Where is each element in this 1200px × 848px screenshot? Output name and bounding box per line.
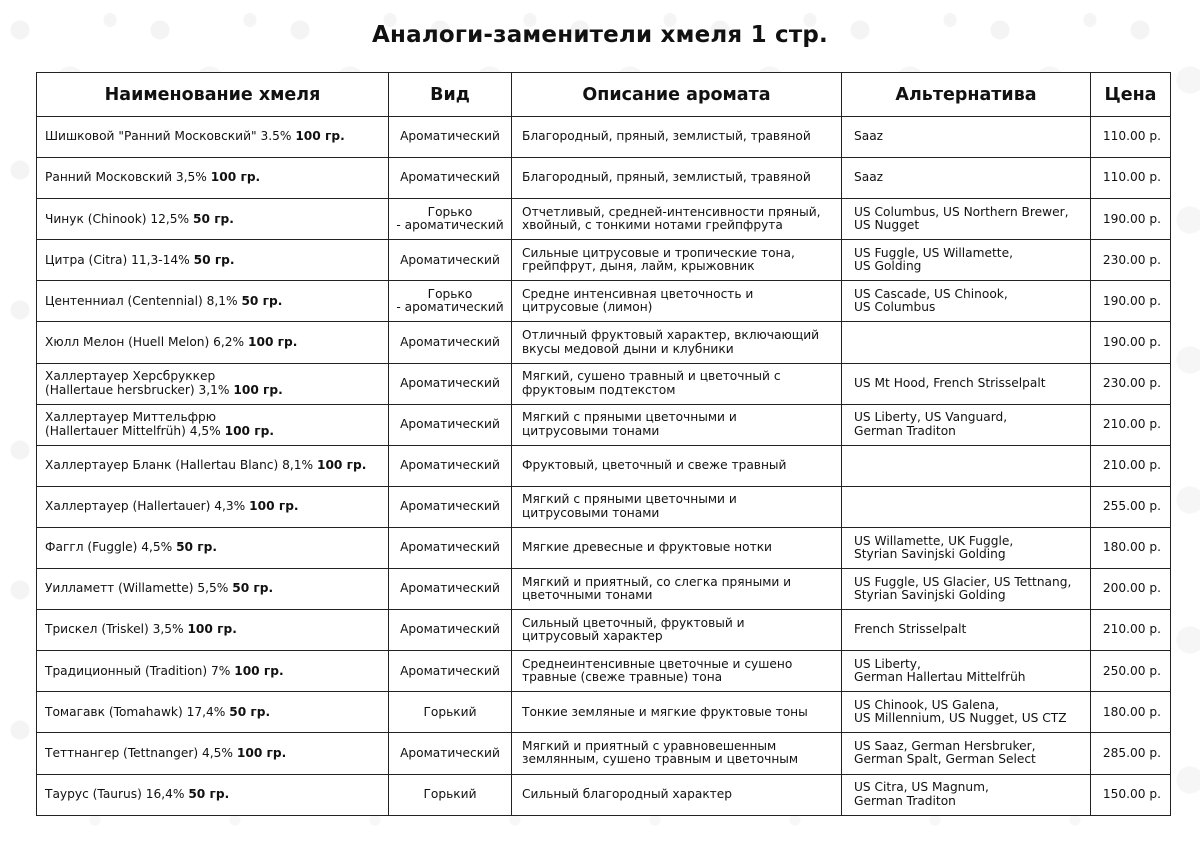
hop-alternative: US Cascade, US Chinook, US Columbus <box>842 281 1091 322</box>
hop-name-cell <box>37 404 389 445</box>
hop-type: Ароматический <box>389 733 512 774</box>
hop-price: 210.00 р. <box>1091 404 1171 445</box>
hop-price: 210.00 р. <box>1091 445 1171 486</box>
hop-name-cell <box>37 651 389 692</box>
hop-price: 110.00 р. <box>1091 158 1171 199</box>
header-aroma: Описание аромата <box>512 73 842 117</box>
hop-weight: 100 гр. <box>224 423 274 438</box>
table-row <box>37 117 1171 158</box>
hop-price: 210.00 р. <box>1091 610 1171 651</box>
hop-name-cell <box>37 610 389 651</box>
hop-price: 200.00 р. <box>1091 569 1171 610</box>
hop-alternative: US Mt Hood, French Strisselpalt <box>842 363 1091 404</box>
hop-weight: 50 гр. <box>192 211 234 226</box>
hop-type: Горький <box>389 692 512 733</box>
hop-alternative: French Strisselpalt <box>842 610 1091 651</box>
hop-name: Уилламетт (Willamette) 5,5% <box>45 581 229 596</box>
hop-type: Ароматический <box>389 158 512 199</box>
hop-weight: 100 гр. <box>187 622 237 637</box>
hop-aroma: Среднеинтенсивные цветочные и сушено травные (свеже травные) тона <box>512 651 842 692</box>
header-price: Цена <box>1091 73 1171 117</box>
hop-weight: 50 гр. <box>232 581 274 596</box>
table-row <box>37 281 1171 322</box>
hop-alternative <box>842 322 1091 363</box>
hop-weight: 50 гр. <box>241 293 283 308</box>
hop-weight: 50 гр. <box>176 540 218 555</box>
hop-name-cell <box>37 486 389 527</box>
hop-weight: 100 гр. <box>248 334 298 349</box>
table-row <box>37 733 1171 774</box>
hop-weight: 50 гр. <box>229 704 271 719</box>
table-row <box>37 445 1171 486</box>
table-row <box>37 651 1171 692</box>
hop-name: Цитра (Citra) 11,3-14% <box>45 252 190 267</box>
hop-name-cell <box>37 158 389 199</box>
hop-aroma: Отчетливый, средней-интенсивности пряный, хвойный, с тонкими нотами грейпфрута <box>512 199 842 240</box>
table-row <box>37 240 1171 281</box>
hop-aroma: Тонкие земляные и мягкие фруктовые тоны <box>512 692 842 733</box>
hop-weight: 100 гр. <box>210 170 261 185</box>
hop-name-cell <box>37 733 389 774</box>
hop-name-cell <box>37 527 389 568</box>
hop-price: 150.00 р. <box>1091 774 1171 815</box>
hop-alternative <box>842 486 1091 527</box>
table-row <box>37 322 1171 363</box>
hop-price: 255.00 р. <box>1091 486 1171 527</box>
hop-alternative: US Chinook, US Galena, US Millennium, US Nugget, US CTZ <box>842 692 1091 733</box>
hop-weight: 100 гр. <box>234 663 284 678</box>
hop-weight: 100 гр. <box>316 458 367 473</box>
header-alternative: Альтернатива <box>842 73 1091 117</box>
hop-type: Горький <box>389 774 512 815</box>
table-row <box>37 199 1171 240</box>
hop-alternative: Saaz <box>842 158 1091 199</box>
table-row <box>37 486 1171 527</box>
hop-aroma: Сильный благородный характер <box>512 774 842 815</box>
hop-price: 285.00 р. <box>1091 733 1171 774</box>
hop-type: Ароматический <box>389 240 512 281</box>
hop-aroma: Сильные цитрусовые и тропические тона, грейпфрут, дыня, лайм, крыжовник <box>512 240 842 281</box>
hop-name-cell <box>37 117 389 158</box>
hop-weight: 50 гр. <box>193 252 235 267</box>
hop-name-cell <box>37 281 389 322</box>
table-row <box>37 774 1171 815</box>
hop-price: 190.00 р. <box>1091 322 1171 363</box>
hop-alternative: US Fuggle, US Glacier, US Tettnang, Styrian Savinjski Golding <box>842 569 1091 610</box>
hop-aroma: Фруктовый, цветочный и свеже травный <box>512 445 842 486</box>
hop-name: Халлертауер (Hallertauer) 4,3% <box>45 499 246 514</box>
hop-type: Ароматический <box>389 404 512 445</box>
table-row <box>37 363 1171 404</box>
hop-name: Центенниал (Centennial) 8,1% <box>45 293 238 308</box>
hop-aroma: Благородный, пряный, землистый, травяной <box>512 158 842 199</box>
hop-name-cell <box>37 240 389 281</box>
hop-type: Ароматический <box>389 322 512 363</box>
hop-alternative: US Willamette, UK Fuggle, Styrian Savinjski Golding <box>842 527 1091 568</box>
hop-alternative: US Saaz, German Hersbruker, German Spalt, German Select <box>842 733 1091 774</box>
hop-aroma: Средне интенсивная цветочность и цитрусовые (лимон) <box>512 281 842 322</box>
hop-type: Ароматический <box>389 117 512 158</box>
hop-type: Ароматический <box>389 610 512 651</box>
hop-aroma: Отличный фруктовый характер, включающий вкусы медовой дыни и клубники <box>512 322 842 363</box>
table-header-row <box>37 73 1171 117</box>
hop-name: Чинук (Chinook) 12,5% <box>45 211 190 226</box>
hop-name: Традиционный (Tradition) 7% <box>45 663 231 678</box>
header-type: Вид <box>389 73 512 117</box>
hop-name: Ранний Московский 3,5% <box>45 170 207 185</box>
hop-price: 180.00 р. <box>1091 527 1171 568</box>
hop-alternative: US Fuggle, US Willamette, US Golding <box>842 240 1091 281</box>
hop-name-cell <box>37 445 389 486</box>
hop-name-cell <box>37 569 389 610</box>
hop-weight: 100 гр. <box>236 745 287 760</box>
hop-name: Халлертауер Херсбруккер (Hallertaue hersbrucker) 3,1% <box>45 369 230 397</box>
hop-price: 190.00 р. <box>1091 199 1171 240</box>
table-row <box>37 158 1171 199</box>
hop-type: Ароматический <box>389 363 512 404</box>
table-row <box>37 527 1171 568</box>
hop-aroma: Мягкие древесные и фруктовые нотки <box>512 527 842 568</box>
hop-aroma: Мягкий с пряными цветочными и цитрусовыми тонами <box>512 486 842 527</box>
hop-alternative: Saaz <box>842 117 1091 158</box>
hops-table <box>36 72 1171 816</box>
hop-name: Хюлл Мелон (Huell Melon) 6,2% <box>45 334 245 349</box>
hop-name: Томагавк (Tomahawk) 17,4% <box>45 704 226 719</box>
hop-price: 250.00 р. <box>1091 651 1171 692</box>
hop-alternative: US Liberty, German Hallertau Mittelfrüh <box>842 651 1091 692</box>
hop-alternative: US Citra, US Magnum, German Traditon <box>842 774 1091 815</box>
table-row <box>37 404 1171 445</box>
hop-name-cell <box>37 199 389 240</box>
hop-price: 190.00 р. <box>1091 281 1171 322</box>
hop-weight: 100 гр. <box>233 382 283 397</box>
hop-aroma: Мягкий с пряными цветочными и цитрусовыми тонами <box>512 404 842 445</box>
table-row <box>37 610 1171 651</box>
hop-type: Горько - ароматический <box>389 199 512 240</box>
hop-aroma: Сильный цветочный, фруктовый и цитрусовый характер <box>512 610 842 651</box>
hop-weight: 100 гр. <box>295 129 345 144</box>
table-row <box>37 692 1171 733</box>
hop-alternative: US Liberty, US Vanguard, German Traditon <box>842 404 1091 445</box>
page-title: Аналоги-заменители хмеля 1 стр. <box>372 22 828 48</box>
header-name: Наименование хмеля <box>37 73 389 117</box>
hop-name: Таурус (Taurus) 16,4% <box>45 786 185 801</box>
table-row <box>37 569 1171 610</box>
hop-weight: 100 гр. <box>249 499 299 514</box>
hop-name: Теттнангер (Tettnanger) 4,5% <box>45 745 233 760</box>
hop-weight: 50 гр. <box>188 786 230 801</box>
hop-aroma: Мягкий и приятный с уравновешенным землянным, сушено травным и цветочным <box>512 733 842 774</box>
hop-type: Ароматический <box>389 651 512 692</box>
hop-type: Ароматический <box>389 486 512 527</box>
hop-alternative <box>842 445 1091 486</box>
hop-type: Ароматический <box>389 527 512 568</box>
hop-aroma: Мягкий и приятный, со слегка пряными и цветочными тонами <box>512 569 842 610</box>
hop-name: Халлертауер Миттельфрю (Hallertauer Mittelfrüh) 4,5% <box>45 410 221 438</box>
hop-price: 230.00 р. <box>1091 363 1171 404</box>
hop-price: 230.00 р. <box>1091 240 1171 281</box>
hop-name-cell <box>37 774 389 815</box>
hop-type: Ароматический <box>389 445 512 486</box>
hop-name: Халлертауер Бланк (Hallertau Blanc) 8,1% <box>45 458 314 473</box>
hop-price: 110.00 р. <box>1091 117 1171 158</box>
hop-name: Шишковой "Ранний Московский" 3.5% <box>45 129 292 144</box>
hop-alternative: US Columbus, US Northern Brewer, US Nugget <box>842 199 1091 240</box>
hop-aroma: Мягкий, сушено травный и цветочный с фруктовым подтекстом <box>512 363 842 404</box>
hop-name-cell <box>37 322 389 363</box>
hop-name: Трискел (Triskel) 3,5% <box>45 622 184 637</box>
hop-name-cell <box>37 363 389 404</box>
hop-type: Горько - ароматический <box>389 281 512 322</box>
hop-aroma: Благородный, пряный, землистый, травяной <box>512 117 842 158</box>
hop-name: Фаггл (Fuggle) 4,5% <box>45 540 173 555</box>
hop-type: Ароматический <box>389 569 512 610</box>
hop-name-cell <box>37 692 389 733</box>
hop-price: 180.00 р. <box>1091 692 1171 733</box>
